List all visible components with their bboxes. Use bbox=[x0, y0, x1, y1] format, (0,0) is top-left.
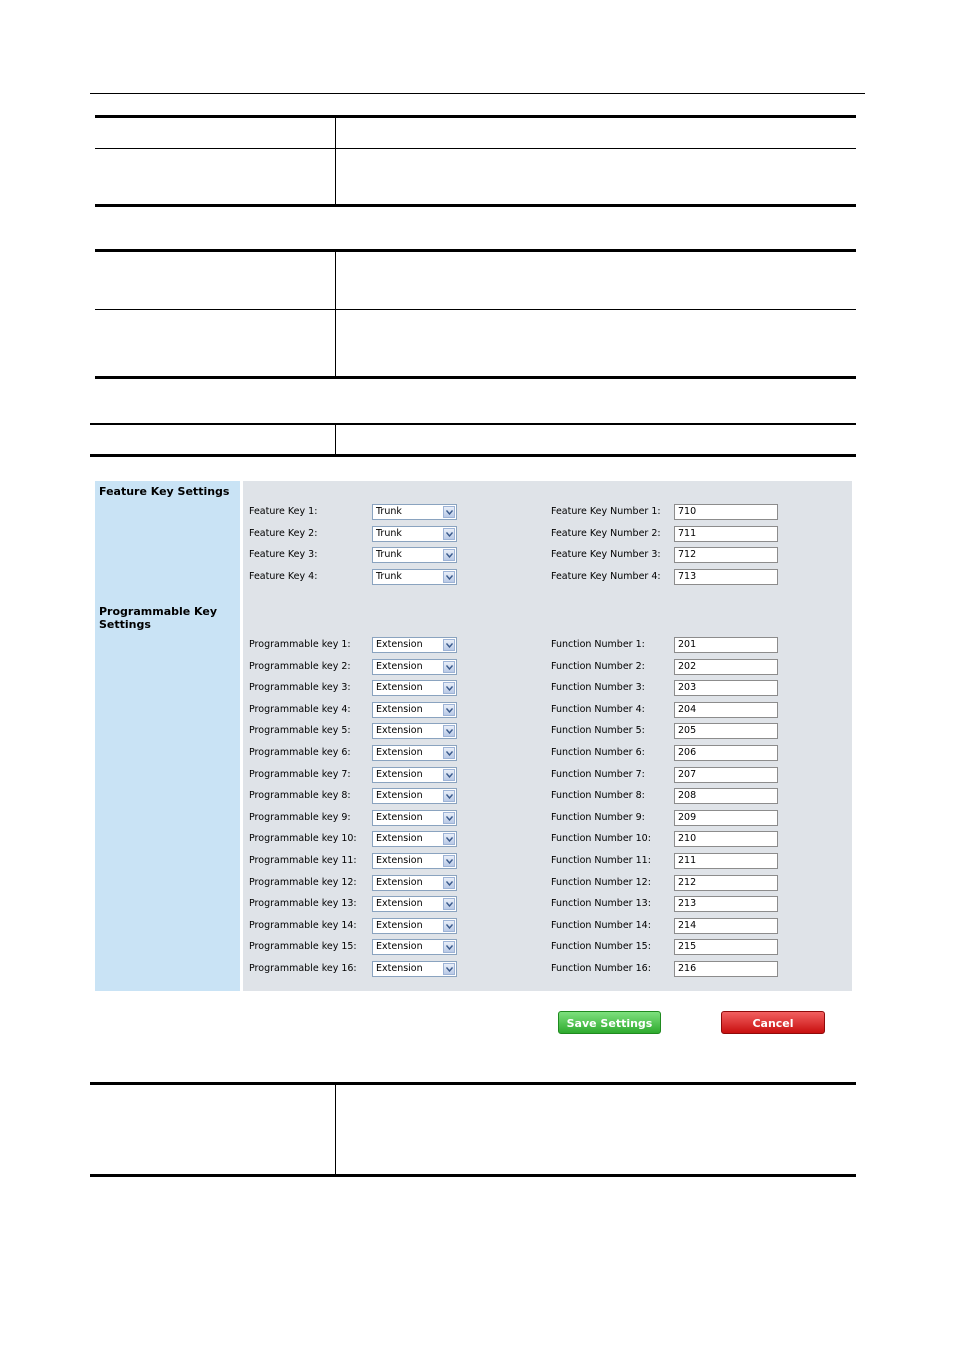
programmable-key-row bbox=[243, 831, 852, 849]
key-type-select[interactable] bbox=[372, 504, 457, 520]
number-label: Function Number 6: bbox=[551, 747, 645, 758]
number-label: Feature Key Number 2: bbox=[551, 527, 661, 539]
chevron-down-icon[interactable] bbox=[443, 898, 455, 910]
chevron-down-icon[interactable] bbox=[443, 812, 455, 824]
programmable-key-row bbox=[243, 939, 852, 957]
key-settings-panel bbox=[95, 481, 852, 991]
key-type-value: Extension bbox=[376, 682, 423, 694]
programmable-key-row bbox=[243, 810, 852, 828]
key-type-value: Trunk bbox=[376, 549, 402, 561]
header-rule bbox=[90, 93, 865, 94]
chevron-down-icon[interactable] bbox=[443, 963, 455, 975]
key-type-value: Trunk bbox=[376, 570, 402, 582]
feature-key-settings-title: Feature Key Settings bbox=[99, 485, 230, 498]
doc-table-1 bbox=[95, 115, 856, 207]
key-label: Programmable key 3: bbox=[249, 682, 351, 694]
doc-table-2 bbox=[95, 249, 856, 379]
programmable-key-row bbox=[243, 659, 852, 677]
key-label: Programmable key 12: bbox=[249, 876, 357, 888]
key-type-select[interactable] bbox=[372, 918, 457, 934]
key-type-value: Extension bbox=[376, 747, 423, 758]
number-input[interactable]: 710 bbox=[674, 504, 778, 520]
number-input[interactable]: 210 bbox=[674, 831, 778, 847]
number-label: Feature Key Number 3: bbox=[551, 549, 661, 561]
key-type-select[interactable] bbox=[372, 702, 457, 718]
key-type-select[interactable] bbox=[372, 831, 457, 847]
key-type-value: Extension bbox=[376, 963, 423, 974]
number-input[interactable]: 711 bbox=[674, 526, 778, 542]
number-label: Feature Key Number 4: bbox=[551, 570, 661, 582]
key-type-value: Extension bbox=[376, 790, 423, 802]
number-input[interactable]: 209 bbox=[674, 810, 778, 826]
programmable-key-row bbox=[243, 875, 852, 893]
number-label: Function Number 4: bbox=[551, 703, 645, 715]
number-input[interactable]: 208 bbox=[674, 788, 778, 804]
number-input[interactable]: 212 bbox=[674, 875, 778, 891]
chevron-down-icon[interactable] bbox=[443, 790, 455, 802]
doc-table-4 bbox=[90, 1082, 856, 1177]
key-type-select[interactable] bbox=[372, 896, 457, 912]
chevron-down-icon[interactable] bbox=[443, 704, 455, 716]
chevron-down-icon[interactable] bbox=[443, 682, 455, 694]
number-input[interactable]: 201 bbox=[674, 637, 778, 653]
programmable-key-row bbox=[243, 961, 852, 979]
key-type-select[interactable] bbox=[372, 767, 457, 783]
programmable-key-settings-title: Programmable Key Settings bbox=[99, 605, 218, 631]
chevron-down-icon[interactable] bbox=[443, 571, 455, 583]
key-type-value: Trunk bbox=[376, 527, 402, 539]
key-type-select[interactable] bbox=[372, 788, 457, 804]
chevron-down-icon[interactable] bbox=[443, 528, 455, 540]
number-input[interactable]: 205 bbox=[674, 723, 778, 739]
number-label: Function Number 1: bbox=[551, 639, 645, 650]
key-type-value: Extension bbox=[376, 639, 423, 650]
key-type-value: Extension bbox=[376, 898, 423, 910]
key-type-value: Extension bbox=[376, 768, 423, 780]
key-label: Programmable key 9: bbox=[249, 811, 351, 823]
key-type-value: Extension bbox=[376, 725, 423, 737]
number-label: Function Number 5: bbox=[551, 725, 645, 737]
key-label: Programmable key 11: bbox=[249, 855, 357, 866]
key-type-select[interactable] bbox=[372, 853, 457, 869]
key-type-select[interactable] bbox=[372, 637, 457, 653]
feature-key-row bbox=[243, 504, 852, 522]
chevron-down-icon[interactable] bbox=[443, 833, 455, 845]
number-input[interactable]: 203 bbox=[674, 680, 778, 696]
number-input[interactable]: 712 bbox=[674, 547, 778, 563]
chevron-down-icon[interactable] bbox=[443, 941, 455, 953]
key-type-value: Extension bbox=[376, 941, 423, 953]
key-type-select[interactable] bbox=[372, 547, 457, 563]
doc-table-3 bbox=[90, 423, 856, 457]
programmable-key-row bbox=[243, 637, 852, 655]
key-label: Programmable key 5: bbox=[249, 725, 351, 737]
key-type-value: Trunk bbox=[376, 506, 402, 517]
number-input[interactable]: 713 bbox=[674, 569, 778, 585]
key-type-select[interactable] bbox=[372, 810, 457, 826]
programmable-key-row bbox=[243, 853, 852, 871]
programmable-key-row bbox=[243, 918, 852, 936]
section-labels-column bbox=[95, 481, 240, 991]
key-label: Programmable key 1: bbox=[249, 639, 351, 650]
key-label: Programmable key 16: bbox=[249, 963, 357, 974]
programmable-key-row bbox=[243, 723, 852, 741]
key-type-value: Extension bbox=[376, 660, 423, 672]
number-input[interactable]: 213 bbox=[674, 896, 778, 912]
key-label: Programmable key 8: bbox=[249, 790, 351, 802]
number-label: Function Number 10: bbox=[551, 833, 651, 845]
key-type-value: Extension bbox=[376, 833, 423, 845]
key-type-value: Extension bbox=[376, 855, 423, 866]
key-label: Programmable key 2: bbox=[249, 660, 351, 672]
chevron-down-icon[interactable] bbox=[443, 747, 455, 759]
key-label: Programmable key 6: bbox=[249, 747, 351, 758]
key-label: Feature Key 3: bbox=[249, 549, 318, 561]
feature-key-row bbox=[243, 547, 852, 565]
number-input[interactable]: 214 bbox=[674, 918, 778, 934]
programmable-key-row bbox=[243, 788, 852, 806]
programmable-key-row bbox=[243, 680, 852, 698]
chevron-down-icon[interactable] bbox=[443, 877, 455, 889]
number-label: Function Number 2: bbox=[551, 660, 645, 672]
key-type-select[interactable] bbox=[372, 659, 457, 675]
key-type-value: Extension bbox=[376, 919, 423, 931]
key-type-select[interactable] bbox=[372, 939, 457, 955]
number-label: Function Number 14: bbox=[551, 919, 651, 931]
number-label: Function Number 15: bbox=[551, 941, 651, 953]
programmable-key-row bbox=[243, 896, 852, 914]
feature-key-row bbox=[243, 526, 852, 544]
chevron-down-icon[interactable] bbox=[443, 855, 455, 867]
programmable-key-row bbox=[243, 745, 852, 763]
key-type-select[interactable] bbox=[372, 680, 457, 696]
save-settings-button[interactable]: Save Settings bbox=[558, 1011, 661, 1034]
key-type-select[interactable] bbox=[372, 875, 457, 891]
number-input[interactable]: 215 bbox=[674, 939, 778, 955]
number-label: Function Number 16: bbox=[551, 963, 651, 974]
key-type-select[interactable] bbox=[372, 745, 457, 761]
programmable-key-row bbox=[243, 767, 852, 785]
key-label: Programmable key 15: bbox=[249, 941, 357, 953]
key-type-select[interactable] bbox=[372, 526, 457, 542]
number-input[interactable]: 216 bbox=[674, 961, 778, 977]
settings-rows-area bbox=[243, 481, 852, 991]
number-label: Function Number 8: bbox=[551, 790, 645, 802]
number-input[interactable]: 211 bbox=[674, 853, 778, 869]
number-input[interactable]: 207 bbox=[674, 767, 778, 783]
feature-key-row bbox=[243, 569, 852, 587]
key-label: Feature Key 2: bbox=[249, 527, 318, 539]
key-type-select[interactable] bbox=[372, 723, 457, 739]
number-label: Function Number 9: bbox=[551, 811, 645, 823]
chevron-down-icon[interactable] bbox=[443, 725, 455, 737]
number-input[interactable]: 202 bbox=[674, 659, 778, 675]
chevron-down-icon[interactable] bbox=[443, 506, 455, 518]
chevron-down-icon[interactable] bbox=[443, 549, 455, 561]
programmable-key-row bbox=[243, 702, 852, 720]
key-label: Programmable key 13: bbox=[249, 898, 357, 910]
key-label: Programmable key 10: bbox=[249, 833, 357, 845]
key-label: Programmable key 14: bbox=[249, 919, 357, 931]
key-type-select[interactable] bbox=[372, 569, 457, 585]
chevron-down-icon[interactable] bbox=[443, 661, 455, 673]
number-label: Function Number 11: bbox=[551, 855, 651, 866]
cancel-button[interactable]: Cancel bbox=[721, 1011, 825, 1034]
key-type-value: Extension bbox=[376, 876, 423, 888]
key-label: Feature Key 1: bbox=[249, 506, 318, 517]
chevron-down-icon[interactable] bbox=[443, 920, 455, 932]
key-type-select[interactable] bbox=[372, 961, 457, 977]
number-input[interactable]: 206 bbox=[674, 745, 778, 761]
number-label: Feature Key Number 1: bbox=[551, 506, 661, 517]
key-label: Programmable key 7: bbox=[249, 768, 351, 780]
chevron-down-icon[interactable] bbox=[443, 639, 455, 651]
key-type-value: Extension bbox=[376, 703, 423, 715]
number-label: Function Number 3: bbox=[551, 682, 645, 694]
number-label: Function Number 7: bbox=[551, 768, 645, 780]
number-label: Function Number 12: bbox=[551, 876, 651, 888]
number-label: Function Number 13: bbox=[551, 898, 651, 910]
key-label: Programmable key 4: bbox=[249, 703, 351, 715]
key-type-value: Extension bbox=[376, 811, 423, 823]
chevron-down-icon[interactable] bbox=[443, 769, 455, 781]
number-input[interactable]: 204 bbox=[674, 702, 778, 718]
key-label: Feature Key 4: bbox=[249, 570, 318, 582]
